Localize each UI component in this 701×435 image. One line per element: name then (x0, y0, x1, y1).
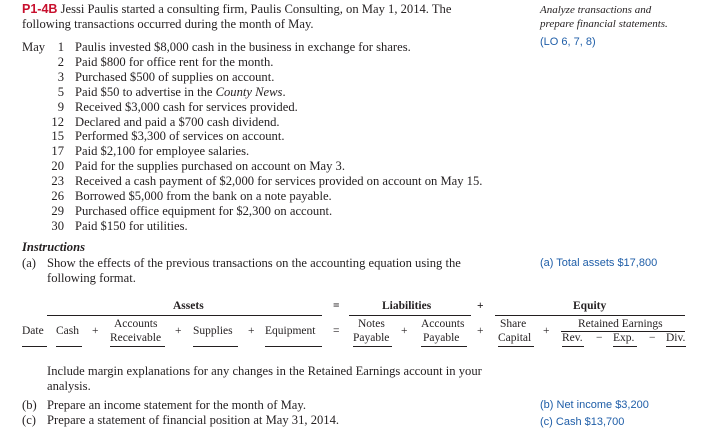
col-equipment: Equipment (265, 325, 316, 337)
instruction-a-line1: Show the effects of the previous transactions on the accounting equation using the (47, 256, 461, 270)
transaction-row (22, 40, 542, 55)
newspaper-name: County News (215, 84, 283, 99)
transaction-row (22, 174, 542, 189)
ul-accounts-receivable (110, 346, 165, 347)
transaction-day: 3 (57, 69, 64, 84)
transaction-day: 12 (51, 114, 64, 129)
instruction-b-text: Prepare an income statement for the month of May. (47, 398, 307, 412)
transaction-description: Performed $3,300 of services on account. (75, 129, 285, 144)
transaction-description: Received $3,000 cash for services provided. (75, 99, 298, 114)
instruction-c-label: (c) (22, 413, 36, 427)
transaction-day: 20 (51, 159, 64, 174)
transaction-row (22, 159, 542, 174)
instruction-a-line2: following format. (47, 271, 136, 285)
equals-sign-top: = (333, 300, 340, 312)
transaction-day: 26 (51, 189, 64, 203)
assets-rule (47, 315, 322, 316)
answer-c: (c) Cash $13,700 (540, 416, 625, 428)
assets-heading: Assets (173, 300, 204, 312)
col-date: Date (22, 325, 44, 337)
transaction-row (22, 100, 542, 115)
col-notes-payable-2: Payable (353, 332, 390, 344)
ul-date (22, 346, 47, 347)
ul-notes-payable (353, 346, 392, 347)
plus-sign-top: + (477, 300, 484, 312)
transaction-row (22, 115, 542, 130)
transaction-description: Paid $150 for utilities. (75, 218, 188, 233)
instructions-heading: Instructions (22, 240, 85, 254)
problem-intro (22, 2, 451, 17)
transaction-row (22, 144, 542, 159)
equity-rule (495, 315, 685, 316)
col-dividends: Div. (666, 332, 686, 344)
transaction-row (22, 189, 542, 204)
problem-intro-line2: following transactions occurred during the month of May. (22, 17, 314, 31)
col-accounts-payable-2: Payable (423, 332, 460, 344)
col-share-capital-1: Share (500, 318, 527, 330)
answer-b: (b) Net income $3,200 (540, 399, 649, 411)
plus-1: + (92, 325, 99, 337)
col-revenue: Rev. (562, 332, 583, 344)
instruction-b-label: (b) (22, 398, 37, 412)
ul-supplies (193, 346, 238, 347)
ul-revenue (562, 346, 584, 347)
col-retained-earnings: Retained Earnings (578, 318, 663, 330)
margin-explanation-line2: analysis. (47, 379, 91, 393)
transaction-description: Purchased $500 of supplies on account. (75, 69, 275, 84)
transaction-row (22, 85, 542, 100)
transaction-day: 17 (51, 144, 64, 159)
ul-expenses (613, 346, 637, 347)
transaction-description: Borrowed $5,000 from the bank on a note payable. (75, 189, 332, 203)
transaction-day: 30 (51, 218, 64, 233)
equals-sign: = (333, 325, 340, 337)
margin-explanation-line1: Include margin explanations for any changes in the Retained Earnings account in your (47, 364, 482, 378)
col-expenses: Exp. (613, 332, 635, 344)
transaction-day: 29 (51, 203, 64, 218)
transaction-day: 9 (57, 99, 64, 114)
transaction-row (22, 70, 542, 85)
transaction-row (22, 204, 542, 219)
equity-heading: Equity (573, 300, 607, 312)
ul-cash (56, 346, 82, 347)
col-accounts-payable-1: Accounts (421, 318, 465, 330)
col-notes-payable-1: Notes (358, 318, 385, 330)
transaction-day: 2 (57, 54, 64, 69)
liabilities-heading: Liabilities (382, 300, 432, 312)
learning-objectives: (LO 6, 7, 8) (540, 36, 596, 48)
transaction-day: 23 (51, 174, 64, 189)
col-accounts-receivable-2: Receivable (110, 332, 162, 344)
transaction-day: 5 (57, 84, 64, 99)
transaction-row (22, 129, 542, 144)
transaction-row (22, 55, 542, 70)
sidebar-objective-line2: prepare financial statements. (540, 18, 668, 30)
ul-share-capital (498, 346, 534, 347)
transaction-day: 1 (57, 40, 64, 54)
transaction-description: Paid $2,100 for employee salaries. (75, 144, 250, 159)
problem-number: P1-4B (22, 2, 58, 16)
transaction-day: 15 (51, 129, 64, 144)
col-cash: Cash (56, 325, 79, 337)
transaction-description: Received a cash payment of $2,000 for services provided on account on May 15. (75, 174, 483, 189)
transaction-month: May (22, 40, 46, 54)
ul-dividends (666, 346, 686, 347)
transaction-description: Paulis invested $8,000 cash in the business in exchange for shares. (75, 40, 411, 54)
instruction-a-label: (a) (22, 256, 36, 270)
sidebar-objective-line1: Analyze transactions and (540, 4, 652, 16)
problem-intro-line1: Jessi Paulis started a consulting firm, Paulis Consulting, on May 1, 2014. The (60, 2, 452, 16)
col-share-capital-2: Capital (498, 332, 532, 344)
plus-4: + (401, 325, 408, 337)
plus-5: + (477, 325, 484, 337)
transaction-description: Paid $50 to advertise in the County News. (75, 84, 286, 99)
col-accounts-receivable-1: Accounts (114, 318, 158, 330)
transaction-description: Declared and paid a $700 cash dividend. (75, 114, 280, 129)
instruction-c-text: Prepare a statement of financial position at May 31, 2014. (47, 413, 340, 427)
ul-equipment (265, 346, 322, 347)
plus-6: + (543, 325, 550, 337)
plus-2: + (175, 325, 182, 337)
ul-accounts-payable (421, 346, 467, 347)
transaction-description: Paid $800 for office rent for the month. (75, 54, 274, 69)
col-supplies: Supplies (193, 325, 233, 337)
transaction-description: Paid for the supplies purchased on account on May 3. (75, 159, 346, 174)
transaction-description: Purchased office equipment for $2,300 on account. (75, 203, 333, 218)
minus-1: − (596, 332, 603, 344)
liabilities-rule (349, 315, 471, 316)
plus-3: + (248, 325, 255, 337)
answer-a: (a) Total assets $17,800 (540, 257, 658, 269)
minus-2: − (649, 332, 656, 344)
transaction-row (22, 219, 542, 234)
